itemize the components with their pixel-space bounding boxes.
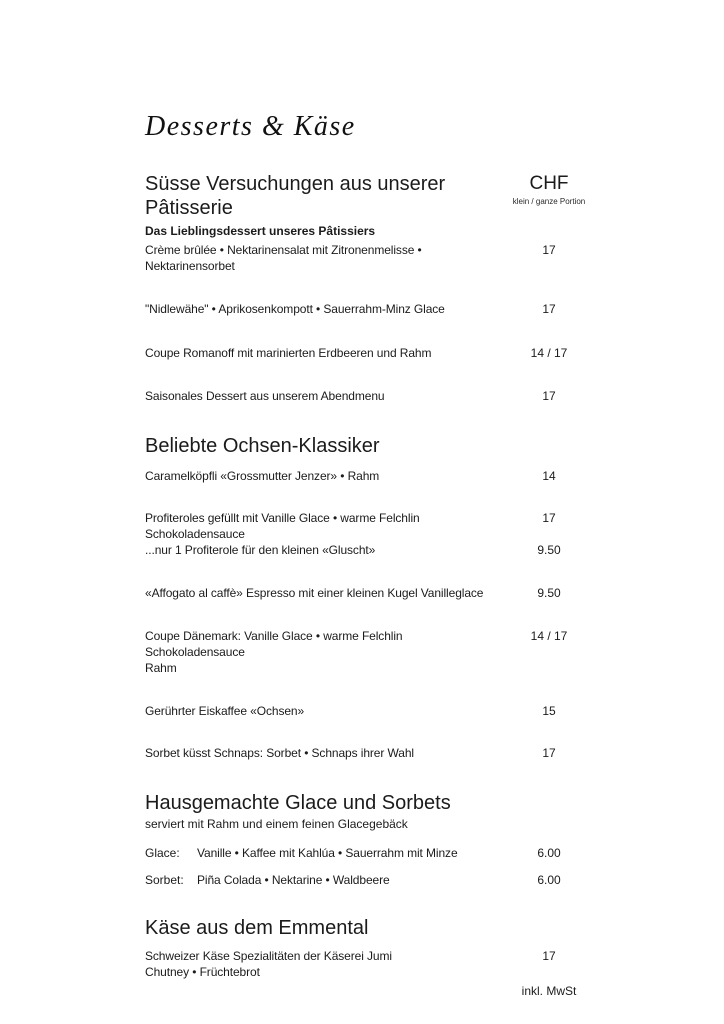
- menu-item: [145, 468, 597, 484]
- menu-item: [145, 948, 597, 964]
- menu-item: [145, 301, 597, 317]
- menu-item-price: 6.00: [537, 846, 561, 860]
- menu-item-price: 17: [542, 389, 556, 403]
- menu-item: [145, 872, 597, 888]
- section-heading: Süsse Versuchungen aus unserer Pâtisserie: [145, 173, 446, 219]
- menu-item-name: «Affogato al caffè» Espresso mit einer kleinen Kugel Vanilleglace: [145, 586, 484, 600]
- section-klassiker-header: [145, 434, 597, 458]
- menu-item-name: Profiteroles gefüllt mit Vanille Glace • warme Felchlin Schokoladensauce: [145, 511, 420, 541]
- menu-item-price: [501, 660, 597, 676]
- menu-item-price: 9.50: [537, 586, 561, 600]
- menu-item: [145, 585, 597, 601]
- menu-content: [145, 0, 597, 999]
- menu-item-name: Crème brûlée • Nektarinensalat mit Zitronenmelisse • Nektarinensorbet: [145, 243, 422, 273]
- footer-row: [145, 983, 597, 999]
- menu-item-name: Gerührter Eiskaffee «Ochsen»: [145, 704, 305, 718]
- section-patisserie-header: [145, 172, 597, 220]
- spacer: [145, 983, 501, 999]
- menu-item: [145, 510, 597, 542]
- menu-item-name: Piña Colada • Nektarine • Waldbeere: [197, 873, 390, 887]
- menu-item-price: 9.50: [537, 543, 561, 557]
- menu-item: [145, 628, 597, 660]
- menu-item-name: Vanille • Kaffee mit Kahlúa • Sauerrahm mit Minze: [197, 846, 458, 860]
- menu-item-name: "Nidlewähe" • Aprikosenkompott • Sauerrahm-Minz Glace: [145, 302, 445, 316]
- footer-note: inkl. MwSt: [521, 984, 577, 998]
- menu-item: [145, 242, 597, 274]
- menu-item-price: 17: [542, 949, 556, 963]
- menu-item-name: Schweizer Käse Spezialitäten der Käserei Jumi: [145, 949, 392, 963]
- menu-item-name: Rahm: [145, 661, 177, 675]
- menu-item: [145, 845, 597, 861]
- menu-item-line2: [145, 964, 597, 980]
- menu-item-price: 17: [542, 302, 556, 316]
- menu-item-price: [501, 964, 597, 980]
- menu-item-name: ...nur 1 Profiterole für den kleinen «Gluscht»: [145, 543, 376, 557]
- menu-item-price: 17: [542, 243, 556, 257]
- menu-item-price: 14: [542, 469, 556, 483]
- section-kaese-header: [145, 916, 597, 940]
- menu-item: [145, 388, 597, 404]
- section-glace-header: [145, 791, 597, 815]
- menu-item-name: Sorbet küsst Schnaps: Sorbet • Schnaps ihrer Wahl: [145, 746, 414, 760]
- section-heading: Käse aus dem Emmental: [145, 917, 369, 939]
- page-title: Desserts & Käse: [145, 111, 356, 142]
- menu-item-name: Coupe Dänemark: Vanille Glace • warme Felchlin Schokoladensauce: [145, 629, 403, 659]
- currency-code: CHF: [529, 173, 569, 194]
- menu-item-price: 17: [542, 511, 556, 525]
- menu-item: [145, 745, 597, 761]
- menu-item-name: Saisonales Dessert aus unserem Abendmenu: [145, 389, 385, 403]
- section-subheading: serviert mit Rahm und einem feinen Glacegebäck: [145, 817, 408, 831]
- menu-item-price: 17: [542, 746, 556, 760]
- menu-item: [145, 345, 597, 361]
- menu-item-name: Chutney • Früchtebrot: [145, 965, 260, 979]
- menu-item-price: 14 / 17: [530, 629, 568, 643]
- menu-item-price: 14 / 17: [530, 346, 568, 360]
- menu-item-line2: [145, 660, 597, 676]
- item-label: Glace:: [145, 846, 180, 860]
- section-heading: Beliebte Ochsen-Klassiker: [145, 435, 380, 457]
- menu-item: [145, 703, 597, 719]
- menu-item-price: 15: [542, 704, 556, 718]
- menu-item-name: Coupe Romanoff mit marinierten Erdbeeren und Rahm: [145, 346, 432, 360]
- menu-item-line2: [145, 542, 597, 558]
- currency-note: klein / ganze Portion: [512, 197, 586, 206]
- item-label: Sorbet:: [145, 873, 184, 887]
- menu-item-name: Caramelköpfli «Grossmutter Jenzer» • Rahm: [145, 469, 380, 483]
- currency-header: [501, 172, 597, 207]
- section-heading: Hausgemachte Glace und Sorbets: [145, 792, 451, 814]
- menu-item-price: 6.00: [537, 873, 561, 887]
- section-intro: Das Lieblingsdessert unseres Pâtissiers: [145, 224, 376, 238]
